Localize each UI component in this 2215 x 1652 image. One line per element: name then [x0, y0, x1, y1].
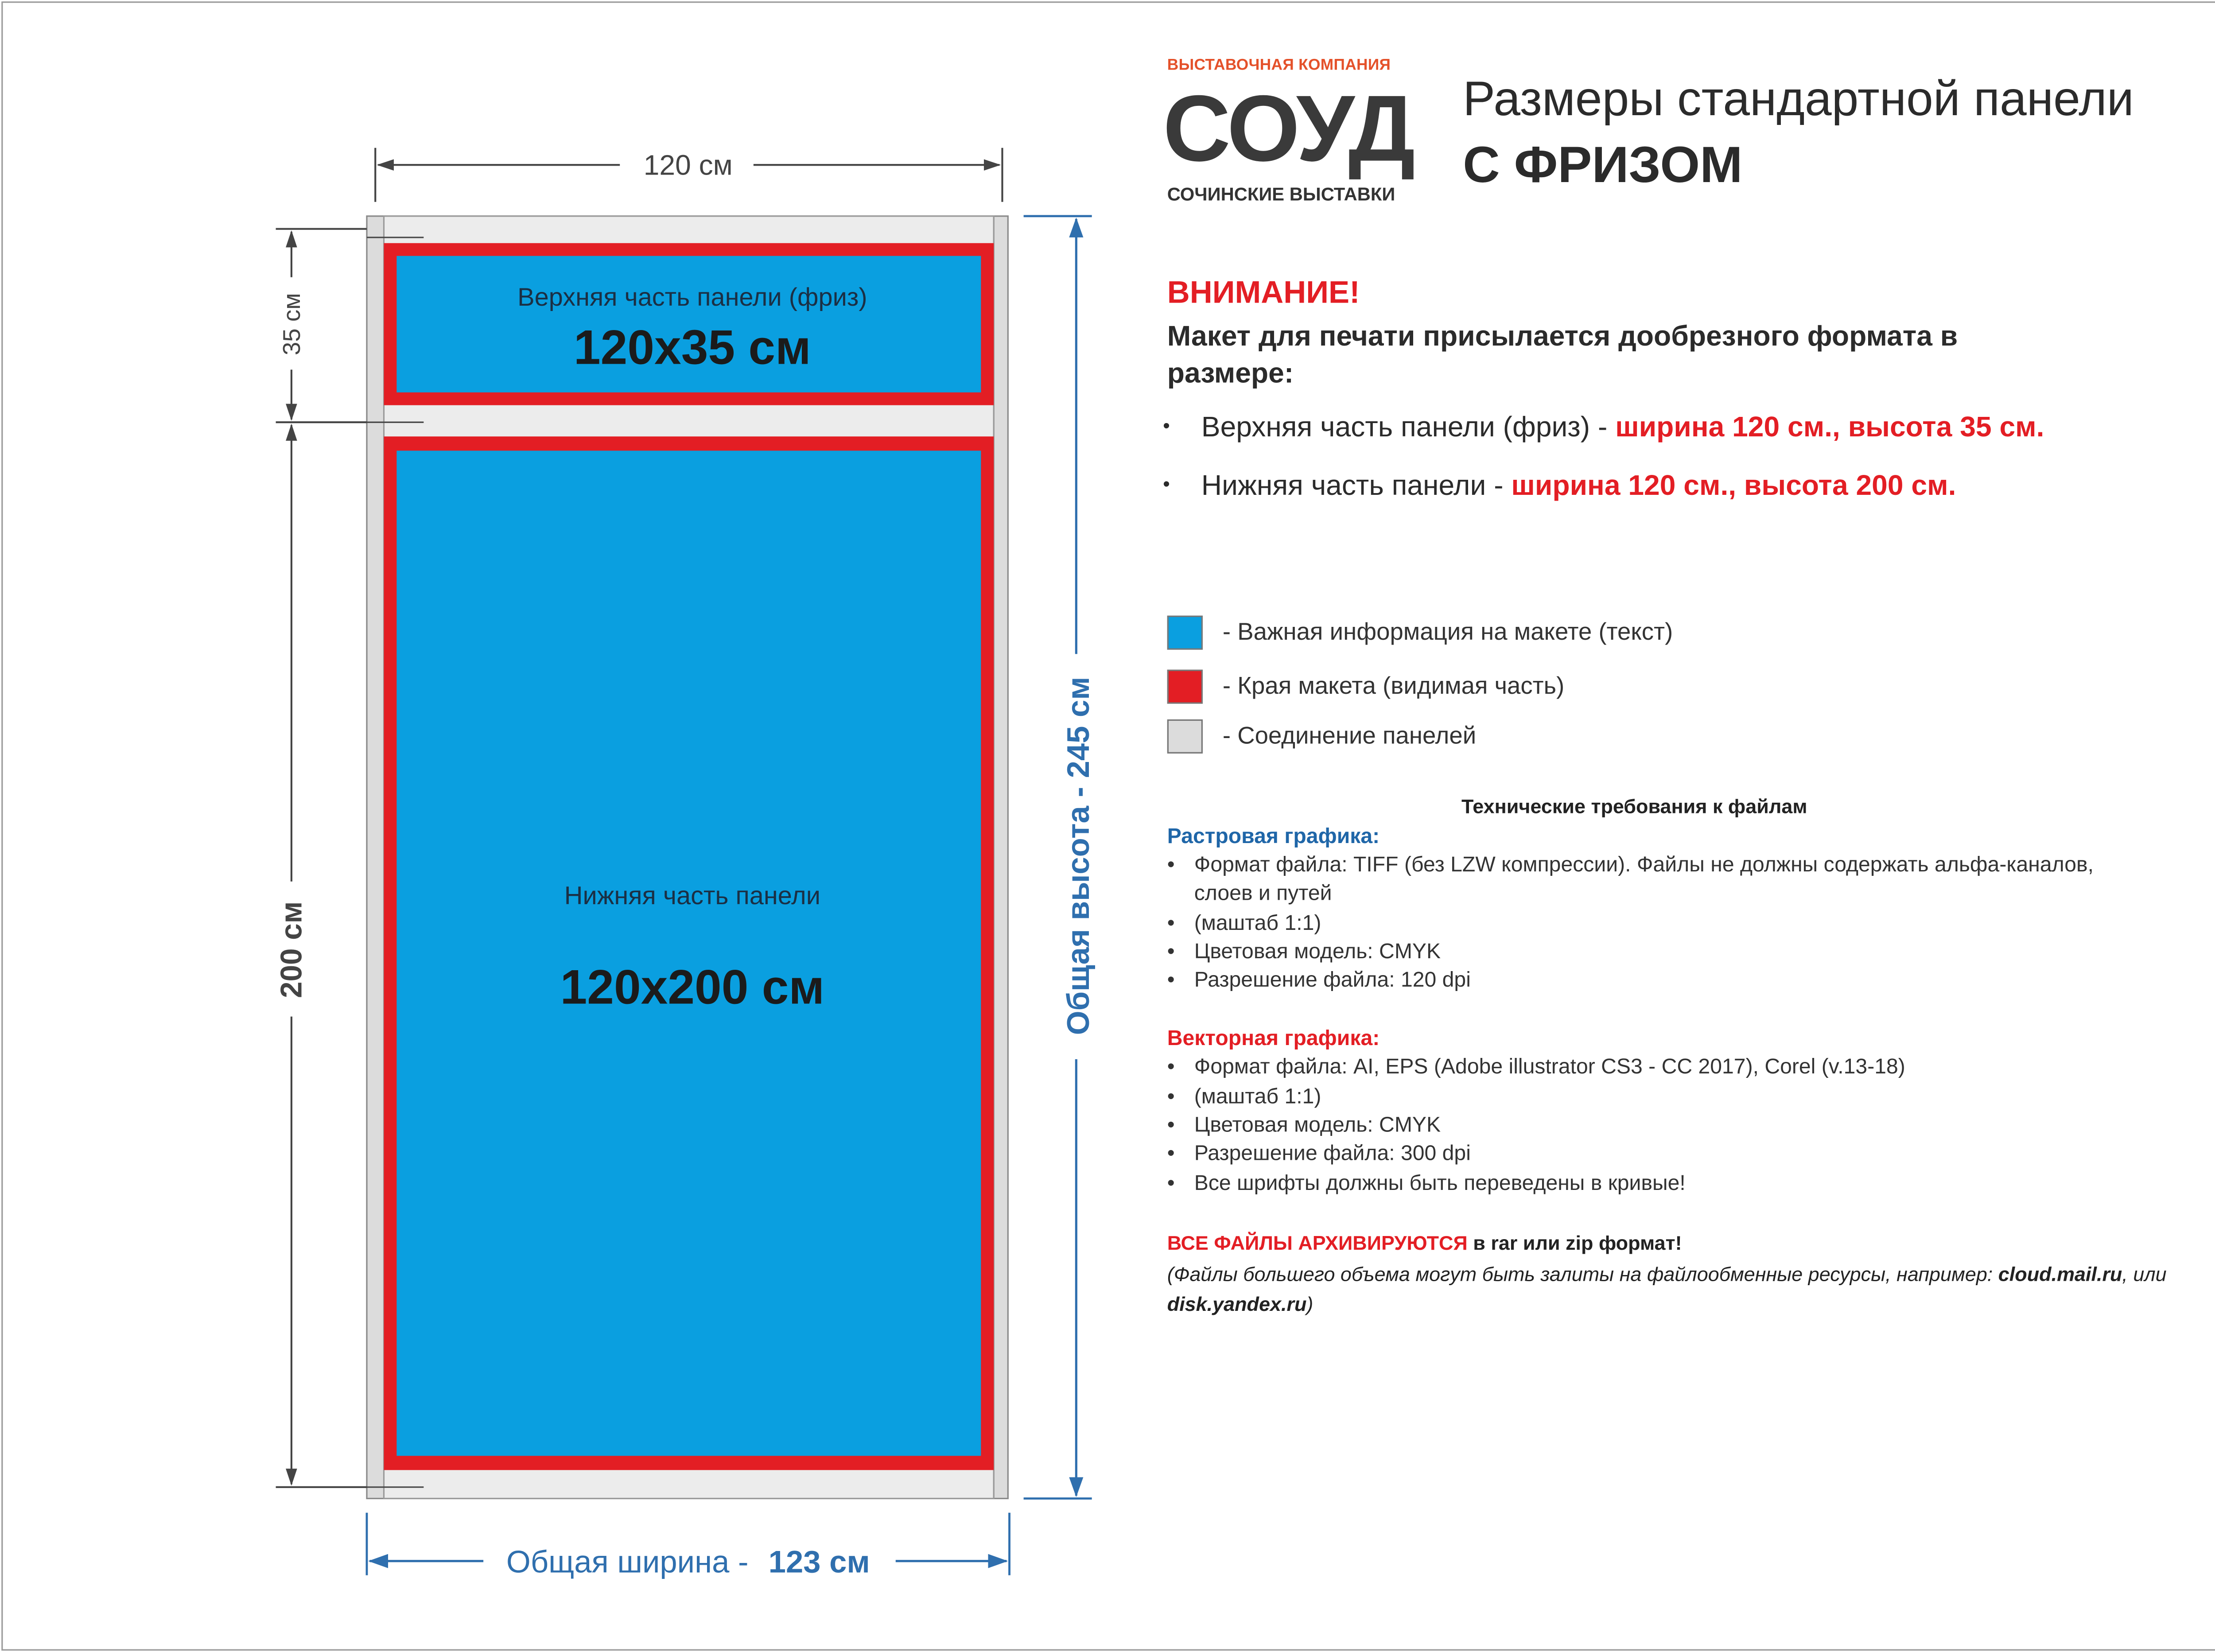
legend-swatch-blue [1167, 616, 1203, 650]
bullet-value: ширина 120 см., высота 200 см. [1511, 470, 1956, 502]
vector-item: • Формат файла: AI, EPS (Adobe illustrator CS3 - CC 2017), Corel (v.13-18) [1167, 1055, 1905, 1079]
brand-logo: СОУД [1163, 75, 1414, 181]
height-bottom-label: 200 см [275, 901, 308, 998]
upper-panel-caption: Верхняя часть панели (фриз) [517, 283, 867, 311]
notice-intro: Макет для печати присылается дообрезного формата в размере: [1167, 321, 1958, 390]
vector-item: • Разрешение файла: 300 dpi [1167, 1141, 1471, 1166]
legend-item-edges [1167, 670, 1565, 704]
legend-swatch-gray [1167, 719, 1203, 754]
legend-item-info [1167, 616, 1673, 650]
vector-item-text: Все шрифты должны быть переведены в кривые! [1194, 1171, 1686, 1196]
upper-panel-size: 120x35 см [573, 320, 811, 375]
raster-heading: Растровая графика: [1167, 824, 1380, 849]
raster-item-text: (маштаб 1:1) [1194, 911, 1321, 936]
total-height-label: Общая высота - 245 см [1061, 676, 1096, 1035]
width-top-label: 120 см [643, 149, 733, 181]
total-width-value: 123 см [768, 1544, 870, 1579]
bullet-dot: • [1163, 413, 1170, 437]
brand-tagline: ВЫСТАВОЧНАЯ КОМПАНИЯ [1167, 57, 1391, 74]
upload-note-middle: , или [2122, 1262, 2167, 1286]
height-top-label: 35 см [278, 293, 306, 356]
archive-notice-red: ВСЕ ФАЙЛЫ АРХИВИРУЮТСЯ [1167, 1231, 1468, 1254]
vector-item-text: Цветовая модель: CMYK [1194, 1113, 1441, 1138]
notice-bullet [1163, 412, 2044, 445]
vector-item-text: Разрешение файла: 300 dpi [1194, 1141, 1471, 1166]
bullet-value: ширина 120 см., высота 35 см. [1615, 412, 2044, 444]
brand-subtitle: СОЧИНСКИЕ ВЫСТАВКИ [1167, 183, 1395, 205]
vector-item: • Все шрифты должны быть переведены в кривые! [1167, 1171, 1686, 1196]
lower-panel [384, 436, 994, 1470]
raster-item-text: Разрешение файла: 120 dpi [1194, 968, 1471, 993]
raster-item-text: Формат файла: TIFF (без LZW компрессии). Файлы не должны содержать альфа-каналов, [1194, 853, 2094, 878]
legend-label: - Соединение панелей [1222, 722, 1477, 750]
archive-notice [1167, 1231, 1682, 1254]
legend-swatch-red [1167, 670, 1203, 704]
raster-item-continuation: слоев и путей [1194, 881, 1332, 906]
bullet-dot: • [1163, 472, 1170, 495]
link-disk-yandex[interactable]: disk.yandex.ru [1167, 1292, 1307, 1315]
height-dimension-left [276, 229, 367, 1487]
bullet-label: Нижняя часть панели - [1201, 470, 1512, 502]
total-width-label-text: Общая ширина - [506, 1544, 758, 1579]
lower-panel-size: 120x200 см [560, 960, 825, 1015]
vector-item-text: Формат файла: AI, EPS (Adobe illustrator CS3 - CC 2017), Corel (v.13-18) [1194, 1055, 1905, 1079]
upload-note [1167, 1259, 2191, 1319]
notice-bullet [1163, 470, 1956, 503]
raster-item: • Цветовая модель: CMYK [1167, 940, 1441, 964]
legend-label: - Важная информация на макете (текст) [1222, 618, 1673, 645]
raster-item: • Формат файла: TIFF (без LZW компрессии). Файлы не должны содержать альфа-каналов, [1167, 853, 2094, 878]
attention-heading: ВНИМАНИЕ! [1167, 274, 1360, 310]
raster-item: • Разрешение файла: 120 dpi [1167, 968, 1471, 993]
raster-item-text: Цветовая модель: CMYK [1194, 940, 1441, 964]
page-subtitle: С ФРИЗОМ [1463, 135, 1743, 194]
link-cloud-mail[interactable]: cloud.mail.ru [1998, 1262, 2122, 1286]
vector-item: • (маштаб 1:1) [1167, 1084, 1321, 1109]
upload-note-end: ) [1306, 1292, 1313, 1315]
bullet-label: Верхняя часть панели (фриз) - [1201, 412, 1616, 444]
vector-item: • Цветовая модель: CMYK [1167, 1113, 1441, 1138]
upload-note-text: (Файлы большего объема могут быть залиты на файлообменные ресурсы, например: [1167, 1262, 1998, 1286]
total-width-label [506, 1544, 870, 1579]
archive-notice-rest: в rar или zip формат! [1467, 1231, 1682, 1254]
lower-panel-caption: Нижняя часть панели [564, 882, 820, 910]
legend-label: - Края макета (видимая часть) [1222, 672, 1565, 700]
vector-item-text: (маштаб 1:1) [1194, 1084, 1321, 1109]
legend-item-joint [1167, 719, 1476, 754]
raster-item: • (маштаб 1:1) [1167, 911, 1321, 936]
vector-heading: Векторная графика: [1167, 1026, 1380, 1051]
page-title: Размеры стандартной панели [1463, 72, 2134, 127]
tech-requirements-title: Технические требования к файлам [1461, 794, 1807, 818]
